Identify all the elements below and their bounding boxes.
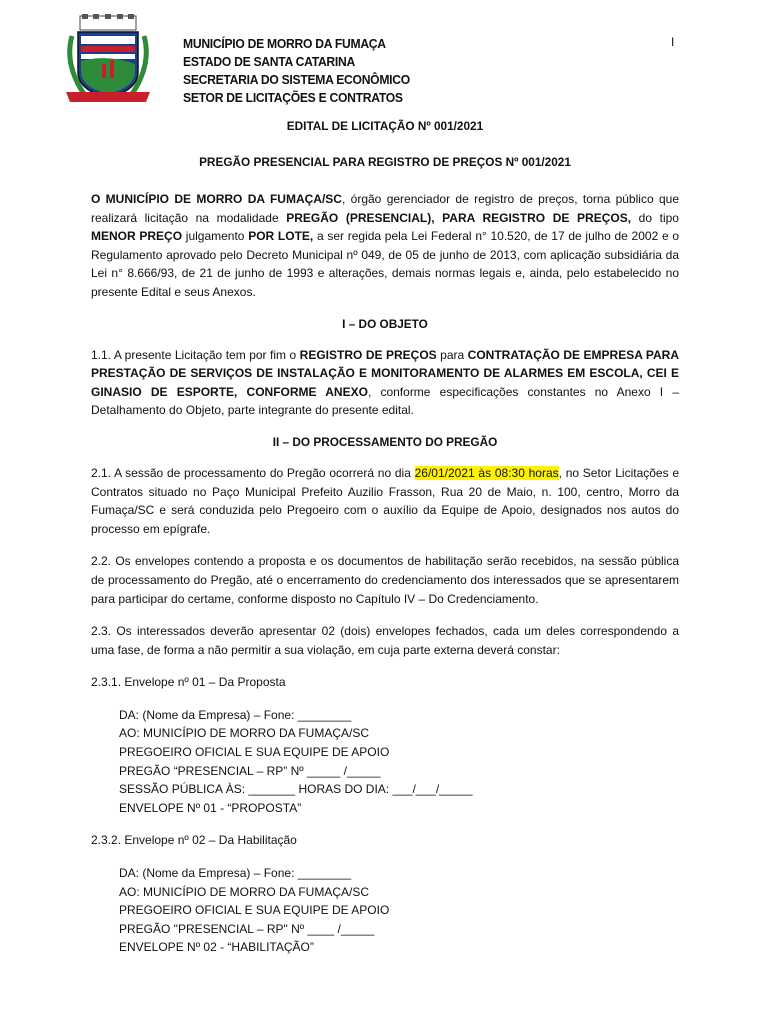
envelope-line: ENVELOPE Nº 01 - “PROPOSTA”	[119, 800, 302, 815]
envelope-line: DA: (Nome da Empresa) – Fone: ________	[119, 866, 352, 881]
envelope-line: PREGÃO “PRESENCIAL – RP” Nº _____ /_____	[119, 763, 381, 778]
pregao-title: PREGÃO PRESENCIAL PARA REGISTRO DE PREÇOS Nº 001/2021	[199, 155, 571, 169]
header-secretariat: SECRETARIA DO SISTEMA ECONÔMICO	[183, 72, 410, 87]
envelope-line: PREGÃO "PRESENCIAL – RP" Nº ____ /_____	[119, 921, 375, 936]
paragraph-2-3: 2.3. Os interessados deverão apresentar 02 (dois) envelopes fechados, cada um deles correspondendo a uma fase, de forma a não permitir a sua violação, em cuja parte externa deverá constar:	[91, 624, 679, 657]
paragraph-1-1: 1.1. A presente Licitação tem por fim o REGISTRO DE PREÇOS para CONTRATAÇÃO DE EMPRESA PARA PRESTAÇÃO DE SERVIÇOS DE INSTALAÇÃO E MONITORAMENTO DE ALARMES EM ESCOLA, CEI E GINASIO DE ESPORTE, CONFORME ANEXO, conforme especificações constantes no Anexo I – Detalhamento do Objeto, parte integrante do presente edital.	[91, 347, 680, 418]
envelope-2-label	[91, 864, 679, 957]
header-sector: SETOR DE LICITAÇÕES E CONTRATOS	[183, 90, 403, 105]
section-objeto-heading: I – DO OBJETO	[342, 316, 428, 331]
intro-paragraph: O MUNICÍPIO DE MORRO DA FUMAÇA/SC, órgão gerenciador de registro de preços, torna público que realizará licitação na modalidade PREGÃO (PRESENCIAL), PARA REGISTRO DE PREÇOS, do tipo MENOR PREÇO julgamento POR LOTE, a ser regida pela Lei Federal n° 10.520, de 17 de julho de 2002 e o Regulamento aprovado pelo Decreto Municipal nº 049, de 05 de junho de 2013, com aplicação subsidiária da Lei n° 8.666/93, de 21 de junho de 1993 e alterações, demais normas legais e, ainda, pelo estabelecido no presente Edital e seus Anexos.	[91, 192, 680, 299]
municipal-crest-icon	[62, 14, 154, 106]
paragraph-2-3-2: 2.3.2. Envelope nº 02 – Da Habilitação	[91, 833, 297, 848]
envelope-line: AO: MUNICÍPIO DE MORRO DA FUMAÇA/SC	[119, 884, 370, 899]
paragraph-2-2: 2.2. Os envelopes contendo a proposta e os documentos de habilitação serão recebidos, na sessão pública de processamento do Pregão, até o encerramento do credenciamento dos interessados que se apresentarem para participar do certame, conforme disposto no Capítulo IV – Do Credenciamento.	[91, 554, 679, 606]
envelope-line: PREGOEIRO OFICIAL E SUA EQUIPE DE APOIO	[119, 903, 390, 918]
edital-title: EDITAL DE LICITAÇÃO Nº 001/2021	[286, 119, 484, 133]
header-state: ESTADO DE SANTA CATARINA	[183, 54, 355, 69]
section-processamento-heading: II – DO PROCESSAMENTO DO PREGÃO	[272, 434, 498, 449]
paragraph-2-1: 2.1. A sessão de processamento do Pregão ocorrerá no dia 26/01/2021 às 08:30 horas, no Setor Licitações e Contratos situado no Paço Municipal Prefeito Auzilio Frasson, Rua 20 de Maio, n. 100, centro, Morro da Fumaça/SC e será conduzida pelo Pregoeiro com o auxílio da Equipe de Apoio, designados nos autos do processo em epígrafe.	[91, 465, 680, 536]
page-number: I	[671, 35, 675, 49]
envelope-line: DA: (Nome da Empresa) – Fone: ________	[119, 707, 352, 722]
envelope-1-label	[91, 706, 679, 818]
envelope-line: PREGOEIRO OFICIAL E SUA EQUIPE DE APOIO	[119, 745, 390, 760]
header-municipality: MUNICÍPIO DE MORRO DA FUMAÇA	[183, 36, 386, 51]
envelope-line: ENVELOPE Nº 02 - “HABILITAÇÃO”	[119, 940, 314, 955]
envelope-line: SESSÃO PÚBLICA ÀS: _______ HORAS DO DIA: ___/___/_____	[119, 782, 473, 797]
session-date-highlight: 26/01/2021 às 08:30 horas	[414, 465, 559, 480]
paragraph-2-3-1: 2.3.1. Envelope nº 01 – Da Proposta	[91, 675, 286, 690]
letterhead	[183, 35, 430, 107]
document-body	[91, 118, 679, 957]
envelope-line: AO: MUNICÍPIO DE MORRO DA FUMAÇA/SC	[119, 726, 370, 741]
